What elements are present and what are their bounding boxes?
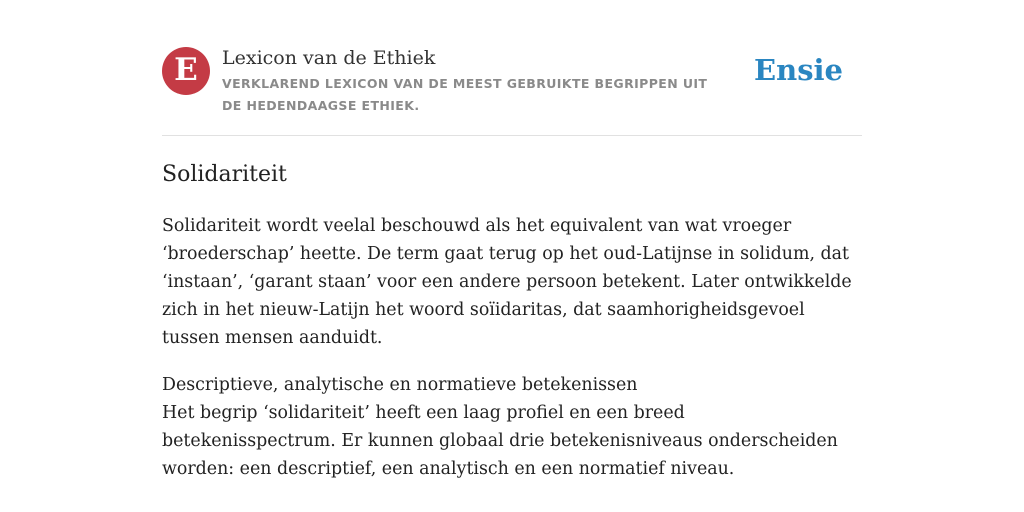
ensie-brand-logo[interactable]: Ensie	[754, 53, 843, 87]
article-paragraph-intro: Solidariteit wordt veelal beschouwd als het equivalent van wat vroeger ‘broederschap’ heette. De term gaat terug op het oud-Latijnse in solidum, dat ‘instaan’, ‘garant staan’ voor een andere persoon betekent. Later ontwikkelde zich in het nieuw-Latijn het woord soïidaritas, dat saamhorigheidsgevoel tussen mensen aanduidt.	[162, 216, 852, 348]
article-card	[162, 0, 862, 512]
article-paragraph-section: Het begrip ‘solidariteit’ heeft een laag profiel en een breed betekenisspectrum. Er kunnen globaal drie betekenisniveaus onderscheiden worden: een descriptief, een analytisch en een normatief niveau.	[162, 403, 838, 479]
page-title: Solidariteit	[162, 162, 287, 187]
site-subtitle: VERKLAREND LEXICON VAN DE MEEST GEBRUIKTE BEGRIPPEN UIT DE HEDENDAAGSE ETHIEK.	[222, 76, 708, 113]
site-title[interactable]: Lexicon van de Ethiek	[222, 47, 436, 69]
section-heading: Descriptieve, analytische en normatieve betekenissen	[162, 375, 638, 395]
site-header	[162, 46, 862, 126]
logo-letter: E	[174, 52, 198, 88]
article-section	[162, 371, 862, 483]
header-divider	[162, 135, 862, 136]
lexicon-logo[interactable]	[162, 47, 210, 95]
